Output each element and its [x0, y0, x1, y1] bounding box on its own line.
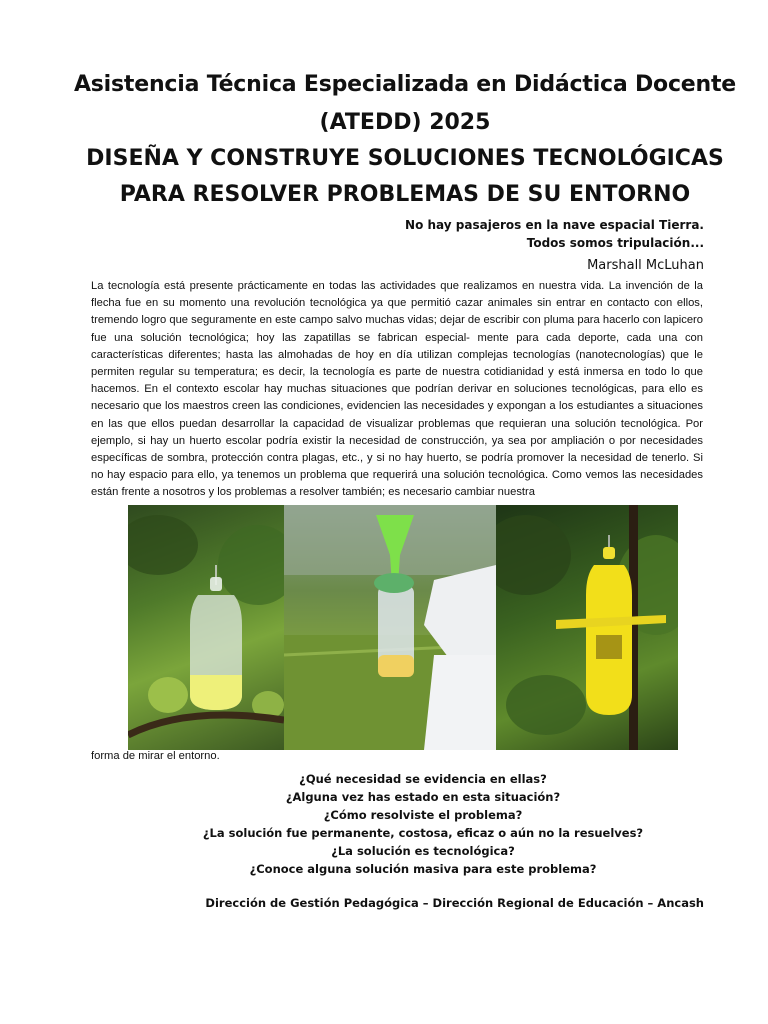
bottle-trap-photo-1 — [128, 505, 284, 750]
photo-strip — [128, 505, 678, 750]
title-line-2: (ATEDD) 2025 — [319, 110, 491, 135]
question-item: ¿La solución fue permanente, costosa, eficaz o aún no la resuelves? — [202, 826, 644, 840]
question-item: ¿Alguna vez has estado en esta situación? — [285, 790, 561, 804]
epigraph-line-2: Todos somos tripulación... — [526, 236, 704, 250]
body-closing-line: forma de mirar el entorno. — [91, 750, 220, 762]
question-item: ¿La solución es tecnológica? — [331, 844, 515, 858]
body-paragraph: La tecnología está presente prácticamente en todas las actividades que realizamos en nuestra vida. La invención de la flecha fue en su momento una revolución tecnológica ya que permitió cazar animales sin entrar en contacto con ellos, tremendo logro que seguramente en este campo salvo muchas vidas; dejar de escribir con pluma para hacerlo con lapicero fue una solución tecnológica; hoy las zapatillas se fabrican especial- mente para cada deporte, cada una con características diferentes; hasta las almohadas de hoy en día utilizan complejas tecnologías (nanotecnologías) que le permiten regular su temperatura; es decir, la tecnología es parte de nuestra cotidianidad y está inmersa en todo lo que hacemos. En el contexto escolar hay muchas situaciones que podrían derivar en soluciones tecnológicas, para ello es necesario que los maestros creen las condiciones, evidencien las necesidades y expongan a los estudiantes a situaciones en las que ellos puedan desarrollar la capacidad de visualizar problemas que requieran una solución tecnológica. Por ejemplo, si hay un huerto escolar podría existir la necesidad de construcción, ya sea por ampliación o por necesidades específicas de sombra, protección contra plagas, etc., y si no hay huerto, se podría promover la necesidad de tenerlo. Si no hay espacio para ello, ya tenemos un problema que requerirá una solución tecnológica. Como vemos las necesidades están frente a nosotros y los problemas a resolver también; es necesario cambiar nuestra — [91, 280, 703, 499]
bottle-trap-2-illustration — [496, 505, 678, 750]
epigraph-line-1: No hay pasajeros en la nave espacial Tierra. — [405, 218, 704, 232]
question-item: ¿Conoce alguna solución masiva para este problema? — [249, 862, 597, 876]
funnel-bottle-illustration — [284, 505, 496, 750]
epigraph-author: Marshall McLuhan — [587, 258, 704, 273]
bottle-trap-1-illustration — [128, 505, 284, 750]
question-item: ¿Cómo resolviste el problema? — [323, 808, 523, 822]
title-line-1: Asistencia Técnica Especializada en Didáctica Docente — [73, 72, 737, 97]
question-item: ¿Qué necesidad se evidencia en ellas? — [299, 772, 547, 786]
footer-credit: Dirección de Gestión Pedagógica – Dirección Regional de Educación – Ancash — [205, 896, 704, 910]
title-line-3: DISEÑA Y CONSTRUYE SOLUCIONES TECNOLÓGICAS — [86, 146, 724, 171]
title-line-4: PARA RESOLVER PROBLEMAS DE SU ENTORNO — [119, 182, 691, 207]
funnel-bottle-photo — [284, 505, 496, 750]
questions-list — [0, 770, 768, 878]
bottle-trap-photo-2 — [496, 505, 678, 750]
